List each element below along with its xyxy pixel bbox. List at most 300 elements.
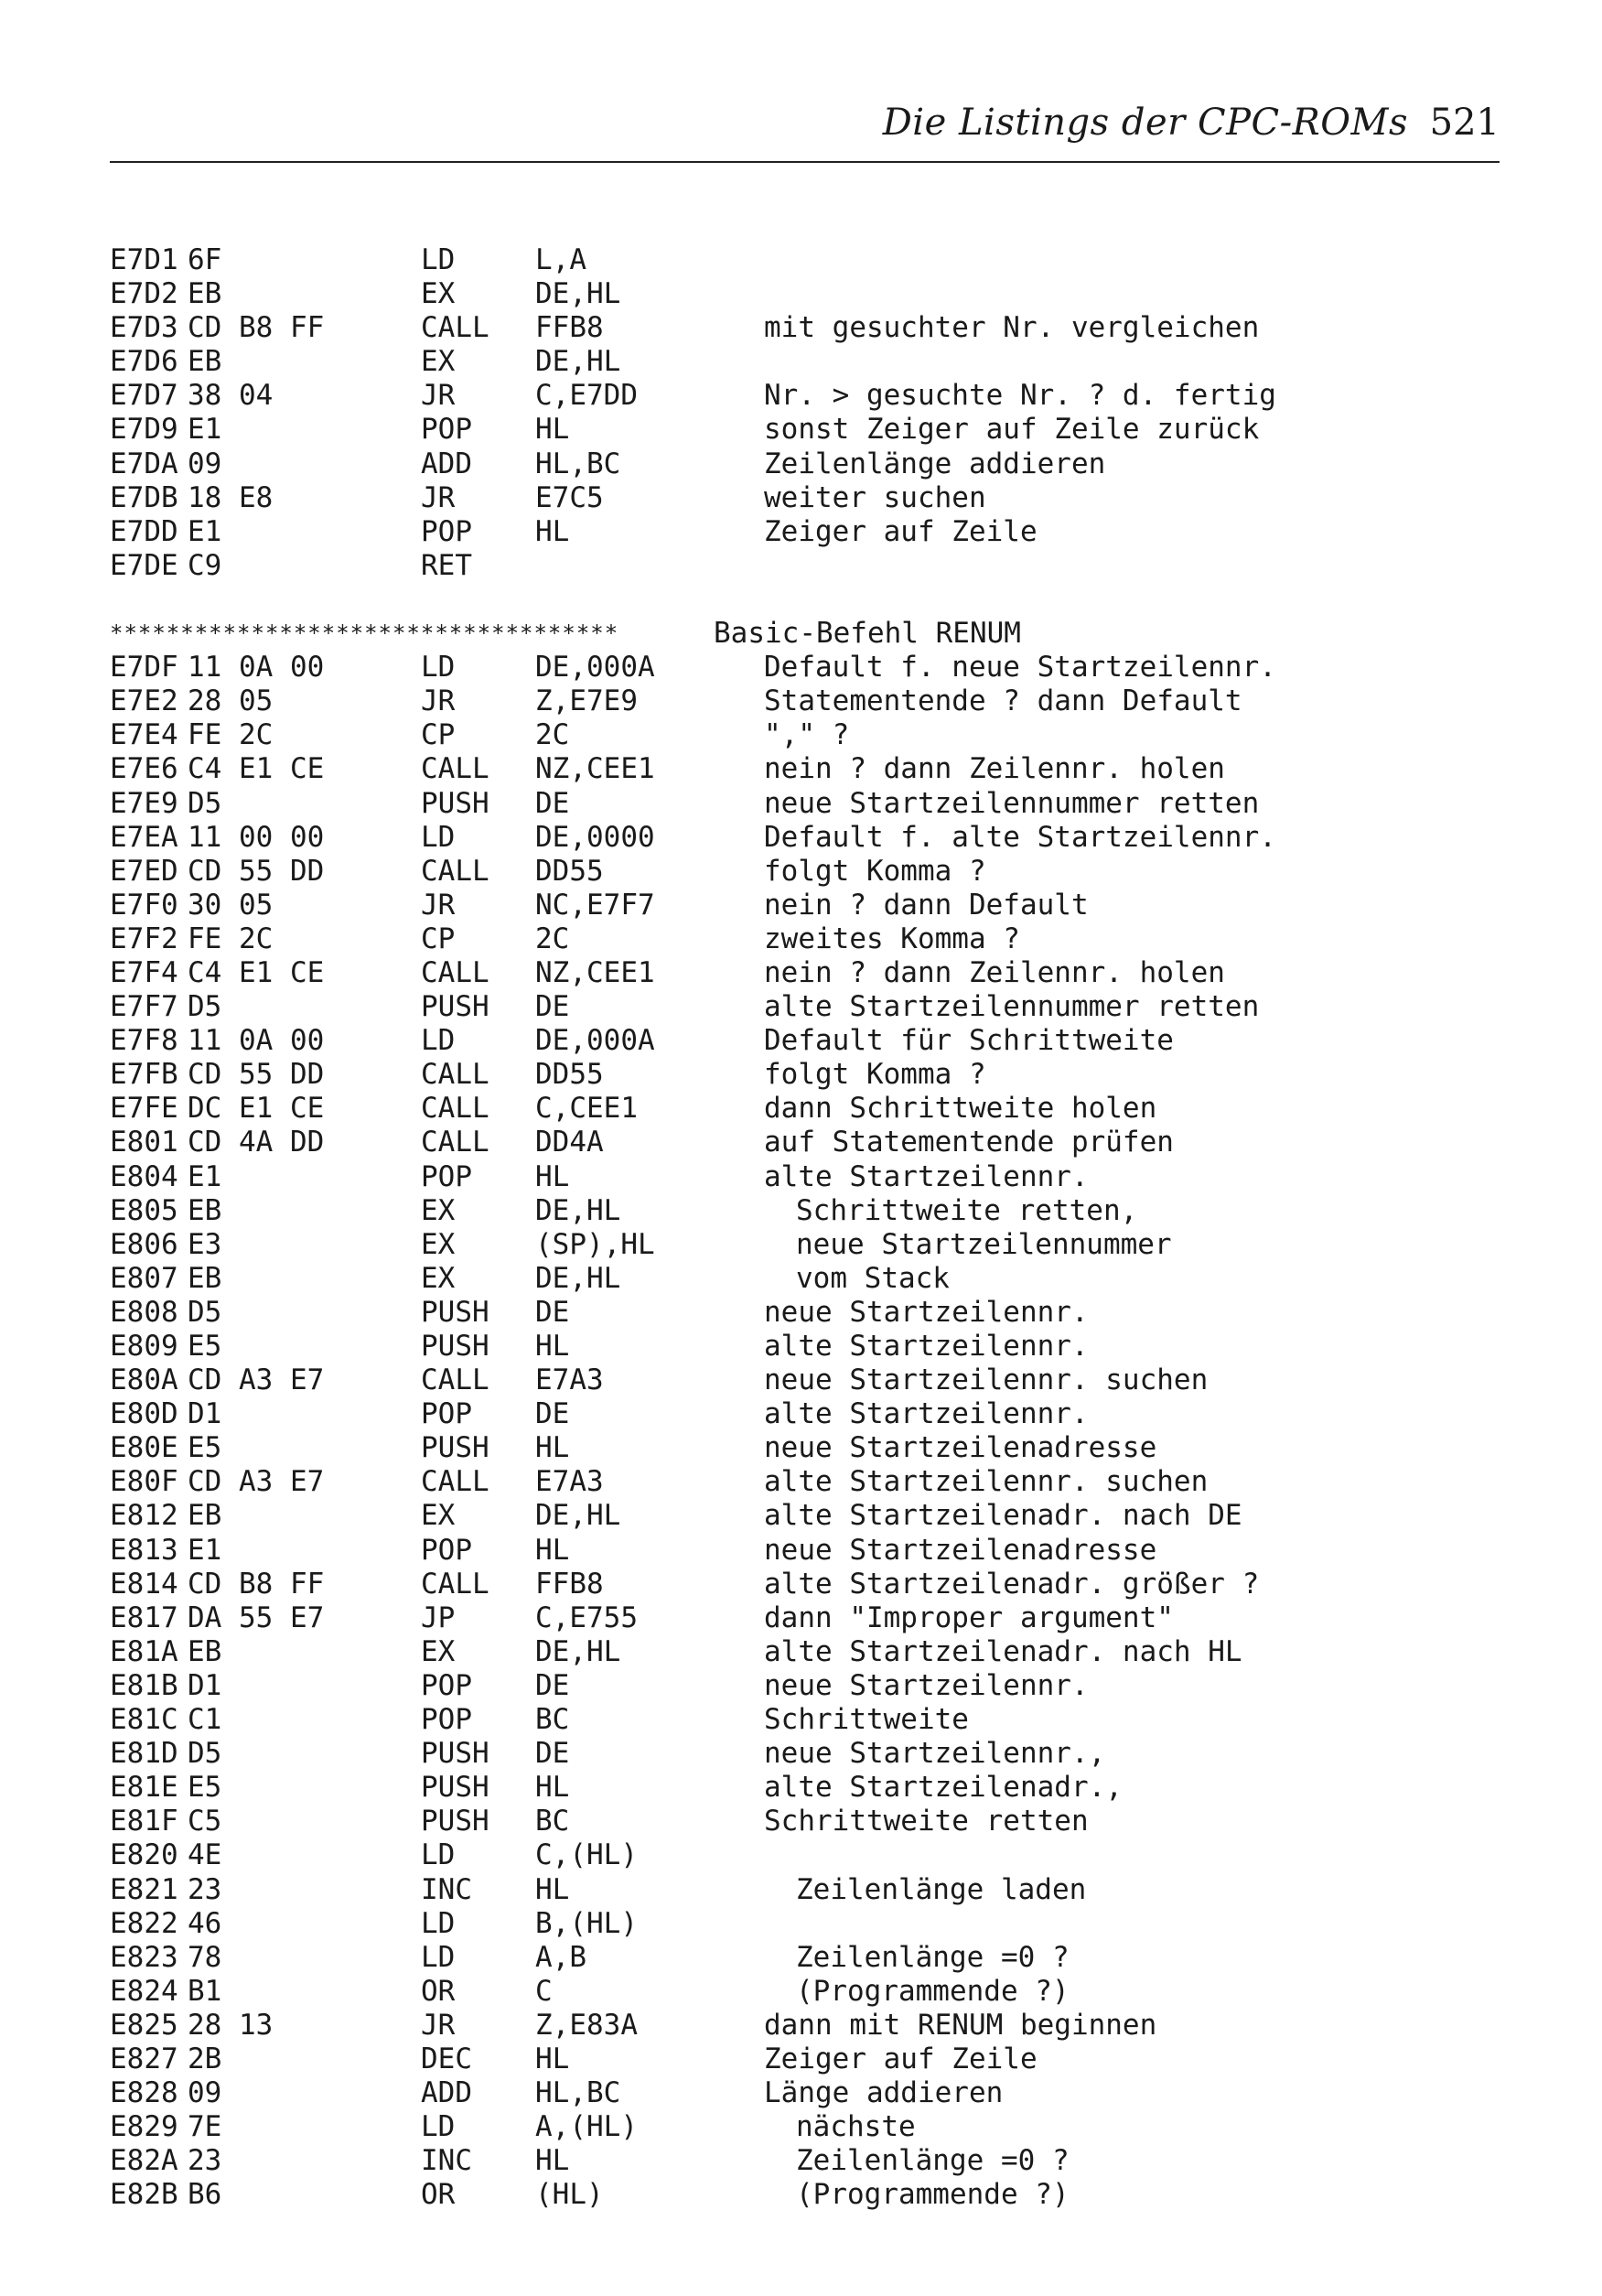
operand-cell: NZ,CEE1 — [535, 955, 655, 989]
comment-cell: neue Startzeilennr. suchen — [764, 1364, 1209, 1397]
opcode-bytes-cell: C4 E1 CE — [188, 955, 325, 989]
operand-cell: HL — [535, 1533, 570, 1567]
listing-line — [110, 752, 1500, 786]
address-cell: E7DE — [110, 548, 178, 582]
comment-cell: neue Startzeilennummer retten — [764, 786, 1260, 820]
address-cell: E827 — [110, 2042, 178, 2075]
address-cell: E7DD — [110, 514, 178, 548]
address-cell: E7DF — [110, 651, 178, 684]
mnemonic-cell: CALL — [421, 1364, 489, 1397]
mnemonic-cell: RET — [421, 548, 472, 582]
opcode-bytes-cell: EB — [188, 1499, 222, 1533]
listing-line — [110, 1669, 1500, 1703]
operand-cell: C — [535, 1974, 553, 2008]
listing-line — [110, 787, 1500, 821]
operand-cell: HL — [535, 514, 570, 548]
opcode-bytes-cell: 46 — [188, 1906, 222, 1940]
opcode-bytes-cell: 11 0A 00 — [188, 1024, 325, 1058]
opcode-bytes-cell: 78 — [188, 1940, 222, 1974]
opcode-bytes-cell: CD 4A DD — [188, 1126, 325, 1159]
operand-cell: B,(HL) — [535, 1906, 638, 1940]
section-title: Basic-Befehl RENUM — [714, 617, 1021, 651]
mnemonic-cell: JP — [421, 1601, 456, 1634]
address-cell: E7E2 — [110, 684, 178, 718]
opcode-bytes-cell: E1 — [188, 1159, 222, 1193]
comment-cell: nein ? dann Default — [764, 888, 1089, 922]
blank-line — [110, 583, 1500, 617]
operand-cell: DE,000A — [535, 1024, 655, 1058]
listing-line — [110, 311, 1500, 345]
operand-cell: DE — [535, 1668, 570, 1702]
operand-cell: E7A3 — [535, 1364, 604, 1397]
comment-cell: Statementende ? dann Default — [764, 684, 1242, 718]
mnemonic-cell: ADD — [421, 2076, 472, 2110]
operand-cell: DE,HL — [535, 1634, 621, 1668]
operand-cell: E7C5 — [535, 480, 604, 514]
address-cell: E829 — [110, 2110, 178, 2144]
opcode-bytes-cell: 11 00 00 — [188, 820, 325, 854]
address-cell: E7E9 — [110, 786, 178, 820]
opcode-bytes-cell: D5 — [188, 990, 222, 1024]
mnemonic-cell: EX — [421, 1634, 456, 1668]
mnemonic-cell: JR — [421, 684, 456, 718]
address-cell: E7D1 — [110, 243, 178, 276]
listing-line — [110, 1771, 1500, 1805]
comment-cell: neue Startzeilennr. — [764, 1295, 1089, 1329]
comment-cell: Default f. alte Startzeilennr. — [764, 820, 1276, 854]
mnemonic-cell: JR — [421, 480, 456, 514]
comment-cell: Nr. > gesuchte Nr. ? d. fertig — [764, 379, 1276, 413]
listing-line — [110, 2043, 1500, 2076]
address-cell: E81B — [110, 1668, 178, 1702]
operand-cell: DE — [535, 1737, 570, 1771]
comment-cell: dann "Improper argument" — [764, 1601, 1174, 1634]
operand-cell: Z,E83A — [535, 2008, 638, 2042]
address-cell: E81F — [110, 1805, 178, 1838]
mnemonic-cell: POP — [421, 514, 472, 548]
address-cell: E807 — [110, 1261, 178, 1295]
address-cell: E804 — [110, 1159, 178, 1193]
opcode-bytes-cell: C4 E1 CE — [188, 752, 325, 786]
operand-cell: DE — [535, 990, 570, 1024]
comment-cell: Zeiger auf Zeile — [764, 2042, 1038, 2075]
operand-cell: BC — [535, 1805, 570, 1838]
address-cell: E824 — [110, 1974, 178, 2008]
listing-line — [110, 345, 1500, 379]
operand-cell: HL — [535, 1771, 570, 1805]
listing-line — [110, 1568, 1500, 1601]
address-cell: E7FB — [110, 1058, 178, 1092]
operand-cell: DD55 — [535, 1058, 604, 1092]
operand-cell: C,E7DD — [535, 379, 638, 413]
opcode-bytes-cell: E1 — [188, 1533, 222, 1567]
operand-cell: DE,HL — [535, 345, 621, 379]
listing-line — [110, 718, 1500, 752]
listing-line — [110, 1228, 1500, 1262]
operand-cell: 2C — [535, 718, 570, 752]
opcode-bytes-cell: D5 — [188, 1295, 222, 1329]
opcode-bytes-cell: 09 — [188, 447, 222, 480]
opcode-bytes-cell: CD 55 DD — [188, 854, 325, 888]
comment-cell: Zeilenlänge =0 ? — [796, 1940, 1070, 1974]
header-rule — [110, 161, 1500, 163]
address-cell: E7D7 — [110, 379, 178, 413]
listing-line — [110, 1397, 1500, 1431]
address-cell: E809 — [110, 1330, 178, 1363]
mnemonic-cell: CALL — [421, 1058, 489, 1092]
running-title: Die Listings der CPC-ROMs — [882, 102, 1408, 144]
address-cell: E7DB — [110, 480, 178, 514]
comment-cell: alte Startzeilennr. — [764, 1159, 1089, 1193]
operand-cell: (SP),HL — [535, 1227, 655, 1261]
opcode-bytes-cell: 4E — [188, 1838, 222, 1872]
listing-line — [110, 447, 1500, 481]
comment-cell: Zeilenlänge addieren — [764, 447, 1106, 480]
listing-line — [110, 413, 1500, 447]
opcode-bytes-cell: 09 — [188, 2076, 222, 2110]
opcode-bytes-cell: CD B8 FF — [188, 1567, 325, 1601]
opcode-bytes-cell: EB — [188, 1261, 222, 1295]
opcode-bytes-cell: E5 — [188, 1431, 222, 1465]
listing-line — [110, 1160, 1500, 1194]
operand-cell: HL — [535, 2144, 570, 2178]
address-cell: E828 — [110, 2076, 178, 2110]
listing-line — [110, 379, 1500, 413]
address-cell: E817 — [110, 1601, 178, 1634]
mnemonic-cell: CALL — [421, 1126, 489, 1159]
listing-line — [110, 1601, 1500, 1635]
mnemonic-cell: PUSH — [421, 1295, 489, 1329]
comment-cell: neue Startzeilenadresse — [764, 1533, 1157, 1567]
listing-line — [110, 1805, 1500, 1838]
mnemonic-cell: LD — [421, 243, 456, 276]
listing-line — [110, 651, 1500, 684]
opcode-bytes-cell: 18 E8 — [188, 480, 274, 514]
operand-cell: HL — [535, 1330, 570, 1363]
listing-line — [110, 515, 1500, 549]
comment-cell: zweites Komma ? — [764, 922, 1020, 955]
listing-line — [110, 1431, 1500, 1465]
address-cell: E808 — [110, 1295, 178, 1329]
opcode-bytes-cell: EB — [188, 1634, 222, 1668]
mnemonic-cell: CALL — [421, 1092, 489, 1126]
opcode-bytes-cell: EB — [188, 345, 222, 379]
listing-line — [110, 2144, 1500, 2178]
address-cell: E801 — [110, 1126, 178, 1159]
operand-cell: 2C — [535, 922, 570, 955]
operand-cell: DE — [535, 1397, 570, 1431]
opcode-bytes-cell: D5 — [188, 786, 222, 820]
address-cell: E806 — [110, 1227, 178, 1261]
address-cell: E823 — [110, 1940, 178, 1974]
opcode-bytes-cell: 23 — [188, 1872, 222, 1906]
comment-cell: alte Startzeilennr. — [764, 1330, 1089, 1363]
comment-cell: nein ? dann Zeilennr. holen — [764, 752, 1225, 786]
mnemonic-cell: DEC — [421, 2042, 472, 2075]
mnemonic-cell: EX — [421, 345, 456, 379]
comment-cell: alte Startzeilennr. — [764, 1397, 1089, 1431]
mnemonic-cell: PUSH — [421, 1805, 489, 1838]
operand-cell: FFB8 — [535, 1567, 604, 1601]
opcode-bytes-cell: EB — [188, 277, 222, 311]
comment-cell: sonst Zeiger auf Zeile zurück — [764, 413, 1260, 447]
operand-cell: HL — [535, 413, 570, 447]
listing-line — [110, 1703, 1500, 1737]
opcode-bytes-cell: FE 2C — [188, 922, 274, 955]
comment-cell: alte Startzeilenadr. nach DE — [764, 1499, 1242, 1533]
mnemonic-cell: CALL — [421, 955, 489, 989]
operand-cell: C,(HL) — [535, 1838, 638, 1872]
operand-cell: E7A3 — [535, 1465, 604, 1499]
comment-cell: Default für Schrittweite — [764, 1024, 1174, 1058]
listing-line — [110, 277, 1500, 311]
comment-cell: neue Startzeilennr., — [764, 1737, 1106, 1771]
listing-line — [110, 2178, 1500, 2212]
operand-cell: DE — [535, 786, 570, 820]
comment-cell: Länge addieren — [764, 2076, 1004, 2110]
address-cell: E81D — [110, 1737, 178, 1771]
opcode-bytes-cell: E5 — [188, 1771, 222, 1805]
operand-cell: C,CEE1 — [535, 1092, 638, 1126]
listing-line — [110, 1465, 1500, 1499]
operand-cell: DE,HL — [535, 277, 621, 311]
listing-line — [110, 1941, 1500, 1975]
opcode-bytes-cell: E1 — [188, 413, 222, 447]
mnemonic-cell: EX — [421, 277, 456, 311]
listing-line — [110, 1262, 1500, 1296]
comment-cell: (Programmende ?) — [796, 1974, 1070, 2008]
operand-cell: DE,HL — [535, 1193, 621, 1227]
mnemonic-cell: INC — [421, 2144, 472, 2178]
address-cell: E7FE — [110, 1092, 178, 1126]
opcode-bytes-cell: EB — [188, 1193, 222, 1227]
address-cell: E822 — [110, 1906, 178, 1940]
address-cell: E805 — [110, 1193, 178, 1227]
listing-line — [110, 922, 1500, 956]
mnemonic-cell: OR — [421, 1974, 456, 2008]
opcode-bytes-cell: C1 — [188, 1703, 222, 1737]
address-cell: E825 — [110, 2008, 178, 2042]
operand-cell: HL — [535, 1159, 570, 1193]
opcode-bytes-cell: D1 — [188, 1668, 222, 1702]
opcode-bytes-cell: DA 55 E7 — [188, 1601, 325, 1634]
operand-cell: HL,BC — [535, 447, 621, 480]
opcode-bytes-cell: CD A3 E7 — [188, 1364, 325, 1397]
comment-cell: alte Startzeilenadr., — [764, 1771, 1123, 1805]
address-cell: E7D6 — [110, 345, 178, 379]
mnemonic-cell: JR — [421, 2008, 456, 2042]
mnemonic-cell: EX — [421, 1499, 456, 1533]
mnemonic-cell: POP — [421, 413, 472, 447]
opcode-bytes-cell: C9 — [188, 548, 222, 582]
mnemonic-cell: LD — [421, 651, 456, 684]
mnemonic-cell: CALL — [421, 752, 489, 786]
comment-cell: dann mit RENUM beginnen — [764, 2008, 1157, 2042]
listing-line — [110, 889, 1500, 922]
address-cell: E81C — [110, 1703, 178, 1737]
mnemonic-cell: POP — [421, 1397, 472, 1431]
comment-cell: alte Startzeilennummer retten — [764, 990, 1260, 1024]
listing-line — [110, 1873, 1500, 1907]
page-number: 521 — [1429, 102, 1500, 144]
operand-cell: DE — [535, 1295, 570, 1329]
operand-cell: NC,E7F7 — [535, 888, 655, 922]
opcode-bytes-cell: DC E1 CE — [188, 1092, 325, 1126]
opcode-bytes-cell: CD 55 DD — [188, 1058, 325, 1092]
operand-cell: C,E755 — [535, 1601, 638, 1634]
mnemonic-cell: ADD — [421, 447, 472, 480]
listing-line — [110, 1330, 1500, 1364]
comment-cell: Schrittweite — [764, 1703, 969, 1737]
comment-cell: neue Startzeilennummer — [796, 1227, 1172, 1261]
address-cell: E80F — [110, 1465, 178, 1499]
listing-line — [110, 1737, 1500, 1771]
operand-cell: BC — [535, 1703, 570, 1737]
mnemonic-cell: LD — [421, 1906, 456, 1940]
address-cell: E821 — [110, 1872, 178, 1906]
operand-cell: Z,E7E9 — [535, 684, 638, 718]
listing-line — [110, 1126, 1500, 1159]
page-header — [110, 99, 1500, 146]
mnemonic-cell: POP — [421, 1159, 472, 1193]
address-cell: E7E4 — [110, 718, 178, 752]
mnemonic-cell: OR — [421, 2178, 456, 2212]
listing-line — [110, 821, 1500, 855]
operand-cell: HL,BC — [535, 2076, 621, 2110]
operand-cell: DE,HL — [535, 1261, 621, 1295]
address-cell: E7F7 — [110, 990, 178, 1024]
address-cell: E82B — [110, 2178, 178, 2212]
comment-cell: neue Startzeilenadresse — [764, 1431, 1157, 1465]
address-cell: E7E6 — [110, 752, 178, 786]
mnemonic-cell: LD — [421, 1940, 456, 1974]
listing-line — [110, 1907, 1500, 1941]
mnemonic-cell: EX — [421, 1227, 456, 1261]
address-cell: E80E — [110, 1431, 178, 1465]
opcode-bytes-cell: C5 — [188, 1805, 222, 1838]
comment-cell: Schrittweite retten, — [796, 1193, 1138, 1227]
opcode-bytes-cell: CD A3 E7 — [188, 1465, 325, 1499]
opcode-bytes-cell: 7E — [188, 2110, 222, 2144]
mnemonic-cell: POP — [421, 1533, 472, 1567]
mnemonic-cell: CALL — [421, 854, 489, 888]
operand-cell: NZ,CEE1 — [535, 752, 655, 786]
mnemonic-cell: CALL — [421, 1567, 489, 1601]
mnemonic-cell: LD — [421, 820, 456, 854]
listing-line — [110, 684, 1500, 718]
opcode-bytes-cell: 2B — [188, 2042, 222, 2075]
listing-line — [110, 1024, 1500, 1058]
listing-line — [110, 1194, 1500, 1228]
mnemonic-cell: PUSH — [421, 990, 489, 1024]
mnemonic-cell: CALL — [421, 311, 489, 345]
mnemonic-cell: CALL — [421, 1465, 489, 1499]
listing-line — [110, 1296, 1500, 1330]
assembly-listing — [110, 243, 1500, 2212]
comment-cell: neue Startzeilennr. — [764, 1668, 1089, 1702]
mnemonic-cell: POP — [421, 1703, 472, 1737]
address-cell: E7F4 — [110, 955, 178, 989]
listing-line — [110, 2110, 1500, 2144]
comment-cell: dann Schrittweite holen — [764, 1092, 1157, 1126]
opcode-bytes-cell: 6F — [188, 243, 222, 276]
address-cell: E7F8 — [110, 1024, 178, 1058]
operand-cell: A,(HL) — [535, 2110, 638, 2144]
operand-cell: FFB8 — [535, 311, 604, 345]
comment-cell: (Programmende ?) — [796, 2178, 1070, 2212]
address-cell: E81A — [110, 1634, 178, 1668]
comment-cell: Zeilenlänge =0 ? — [796, 2144, 1070, 2178]
opcode-bytes-cell: E3 — [188, 1227, 222, 1261]
operand-cell: DD4A — [535, 1126, 604, 1159]
opcode-bytes-cell: CD B8 FF — [188, 311, 325, 345]
comment-cell: vom Stack — [796, 1261, 950, 1295]
operand-cell: (HL) — [535, 2178, 604, 2212]
operand-cell: HL — [535, 2042, 570, 2075]
listing-line — [110, 1975, 1500, 2009]
comment-cell: alte Startzeilenadr. größer ? — [764, 1567, 1260, 1601]
comment-cell: Zeilenlänge laden — [796, 1872, 1087, 1906]
listing-line — [110, 2009, 1500, 2043]
address-cell: E7F0 — [110, 888, 178, 922]
listing-line — [110, 481, 1500, 515]
comment-cell: alte Startzeilenadr. nach HL — [764, 1634, 1242, 1668]
address-cell: E81E — [110, 1771, 178, 1805]
comment-cell: mit gesuchter Nr. vergleichen — [764, 311, 1260, 345]
listing-line — [110, 990, 1500, 1024]
opcode-bytes-cell: 30 05 — [188, 888, 274, 922]
listing-line — [110, 1635, 1500, 1669]
comment-cell: "," ? — [764, 718, 850, 752]
opcode-bytes-cell: 23 — [188, 2144, 222, 2178]
mnemonic-cell: POP — [421, 1668, 472, 1702]
opcode-bytes-cell: 11 0A 00 — [188, 651, 325, 684]
mnemonic-cell: CP — [421, 718, 456, 752]
mnemonic-cell: JR — [421, 888, 456, 922]
listing-line — [110, 549, 1500, 583]
operand-cell: HL — [535, 1431, 570, 1465]
opcode-bytes-cell: 28 05 — [188, 684, 274, 718]
mnemonic-cell: PUSH — [421, 1737, 489, 1771]
address-cell: E7D9 — [110, 413, 178, 447]
address-cell: E7D2 — [110, 277, 178, 311]
address-cell: E7D3 — [110, 311, 178, 345]
mnemonic-cell: CP — [421, 922, 456, 955]
comment-cell: nächste — [796, 2110, 916, 2144]
listing-line — [110, 956, 1500, 990]
address-cell: E7EA — [110, 820, 178, 854]
operand-cell: A,B — [535, 1940, 586, 1974]
mnemonic-cell: PUSH — [421, 1330, 489, 1363]
address-cell: E80A — [110, 1364, 178, 1397]
opcode-bytes-cell: B6 — [188, 2178, 222, 2212]
operand-cell: DE,HL — [535, 1499, 621, 1533]
mnemonic-cell: PUSH — [421, 786, 489, 820]
mnemonic-cell: LD — [421, 1838, 456, 1872]
address-cell: E812 — [110, 1499, 178, 1533]
opcode-bytes-cell: D5 — [188, 1737, 222, 1771]
opcode-bytes-cell: E5 — [188, 1330, 222, 1363]
operand-cell: DE,000A — [535, 651, 655, 684]
listing-line — [110, 1058, 1500, 1092]
opcode-bytes-cell: FE 2C — [188, 718, 274, 752]
address-cell: E7F2 — [110, 922, 178, 955]
opcode-bytes-cell: 28 13 — [188, 2008, 274, 2042]
mnemonic-cell: LD — [421, 2110, 456, 2144]
address-cell: E814 — [110, 1567, 178, 1601]
listing-line — [110, 1838, 1500, 1872]
opcode-bytes-cell: E1 — [188, 514, 222, 548]
